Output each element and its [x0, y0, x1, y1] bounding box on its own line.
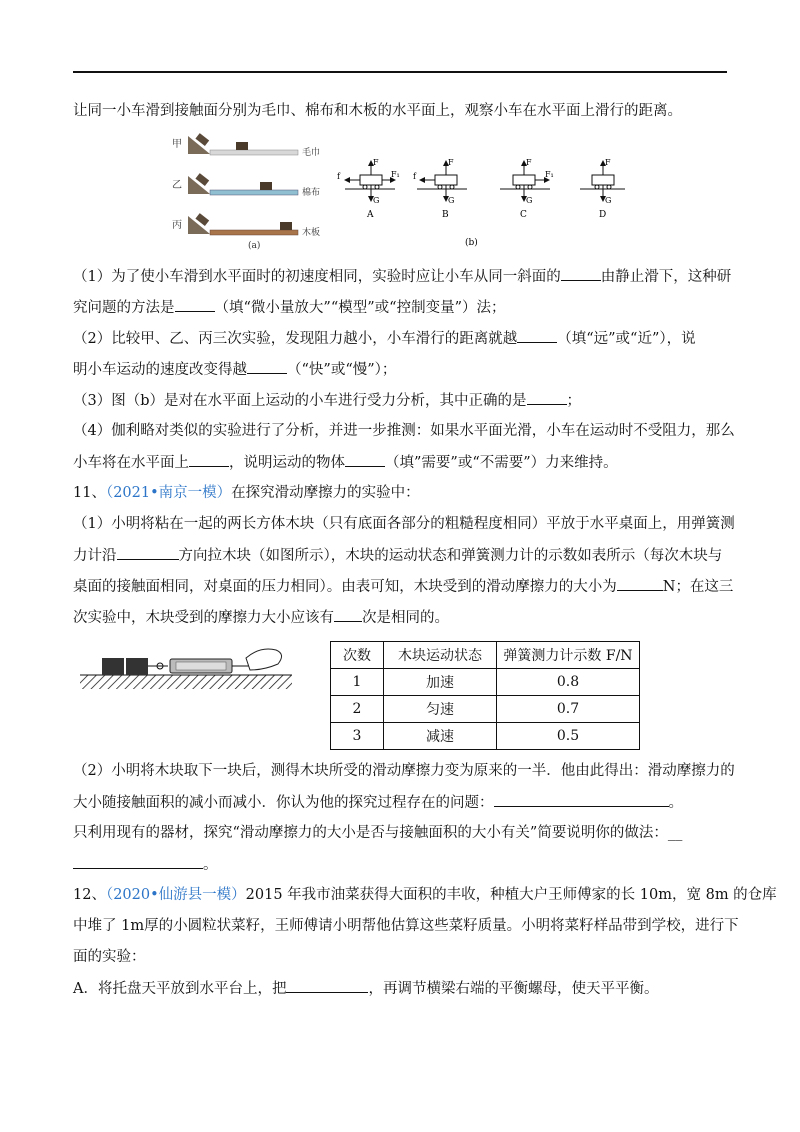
- diagram-b: [413, 158, 467, 220]
- question-1-line-1: （1）为了使小车滑到水平面时的初速度相同，实验时应让小车从同一斜面的 由静止滑下，这种研: [73, 266, 731, 287]
- svg-text:F₁: F₁: [391, 170, 400, 179]
- label-yi: 乙: [172, 180, 182, 191]
- answer-blank-12[interactable]: [73, 854, 203, 869]
- surface-towel: [210, 150, 298, 155]
- figure-a-inclines: [170, 128, 345, 250]
- table-header-row: [331, 642, 640, 669]
- hand-icon: [246, 649, 282, 670]
- answer-blank-3[interactable]: [517, 328, 557, 343]
- table-surface: [80, 675, 292, 689]
- question-2-line-2: 明小车运动的速度改变得越 （“快”或“慢”）；: [73, 359, 396, 380]
- diagram-c: [500, 158, 554, 220]
- svg-text:C: C: [520, 210, 527, 220]
- table-row: 3 减速 0.5: [331, 723, 640, 750]
- measurement-table: [330, 641, 640, 750]
- problem-11-part1-line3: 桌面的接触面相同，对桌面的压力相同）。由表可知，木块受到的滑动摩擦力的大小为 N；在这三: [73, 576, 733, 597]
- problem-11-part1-line1: （1）小明将粘在一起的两长方体木块（只有底面各部分的粗糙程度相同）平放于水平桌面上，用弹簧测: [73, 516, 735, 532]
- problem-12-line2: 中堆了 1m厚的小圆粒状菜籽，王师傅请小明帮他估算这些菜籽质量。小明将菜籽样品带到学校，进行下: [73, 918, 739, 934]
- svg-text:F: F: [526, 158, 532, 167]
- question-4-line-1: （4）伽利略对类似的实验进行了分析，并进一步推测：如果水平面光滑，小车在运动时不受阻力，那么: [73, 423, 735, 439]
- answer-blank-10[interactable]: [334, 607, 362, 622]
- diagram-a: [337, 158, 400, 220]
- answer-blank-8[interactable]: [117, 545, 179, 560]
- table-row: 2 匀速 0.7: [331, 696, 640, 723]
- surface-label-2: 棉布: [302, 188, 321, 198]
- question-1-line-2: 究问题的方法是 （填“微小量放大”“模型”或“控制变量”）法；: [73, 297, 505, 318]
- problem-11-heading: 11、（2021•南京一模）在探究滑动摩擦力的实验中：: [73, 485, 420, 501]
- problem-11-part1-line4: 次实验中，木块受到的摩擦力大小应该有 次是相同的。: [73, 607, 449, 628]
- cart-3b: [280, 222, 292, 230]
- question-2-line-1: （2）比较甲、乙、丙三次实验，发现阻力越小，小车滑行的距离就越 （填“远”或“近”），说: [73, 328, 696, 349]
- question-3: （3）图（b）是对在水平面上运动的小车进行受力分析，其中正确的是 ；: [73, 390, 581, 411]
- surface-label-1: 毛巾: [302, 148, 321, 158]
- caption-b: (b): [465, 238, 478, 248]
- caption-a: (a): [248, 241, 261, 250]
- svg-text:G: G: [448, 196, 455, 205]
- question-4-line-2: 小车将在水平面上 ，说明运动的物体 （填”需要”或“不需要”）力来维持。: [73, 452, 618, 473]
- surface-label-3: 木板: [302, 228, 321, 238]
- answer-blank-13[interactable]: [286, 978, 368, 993]
- surface-cotton: [210, 190, 298, 195]
- paragraph-intro: 让同一小车滑到接触面分别为毛巾、棉布和木板的水平面上，观察小车在水平面上滑行的距离。: [73, 103, 682, 119]
- wood-block-2: [126, 658, 148, 675]
- problem-12-line3: 面的实验：: [73, 949, 146, 965]
- answer-blank-9[interactable]: [617, 576, 663, 591]
- svg-text:D: D: [599, 210, 607, 220]
- table-row: 1 加速 0.8: [331, 669, 640, 696]
- answer-blank-1[interactable]: [561, 266, 601, 281]
- label-bing: 丙: [172, 220, 182, 231]
- svg-text:G: G: [526, 196, 533, 205]
- answer-blank-2[interactable]: [175, 297, 215, 312]
- svg-text:G: G: [373, 196, 380, 205]
- answer-blank-6[interactable]: [189, 452, 229, 467]
- table-header: 弹簧测力计示数 F/N: [497, 642, 640, 669]
- svg-text:A: A: [367, 210, 374, 220]
- cart-1b: [236, 142, 248, 150]
- spring-scale-apparatus: [80, 640, 295, 700]
- svg-text:F: F: [605, 158, 611, 167]
- wood-block-1: [102, 658, 124, 675]
- problem-12-step-a: A．将托盘天平放到水平台上，把 ，再调节横梁右端的平衡螺母，使天平平衡。: [73, 978, 658, 999]
- problem-12-line1: 12、（2020•仙游县一模）2015 年我市油菜获得大面积的丰收，种植大户王师傅家的长 10m，宽 8m 的仓库: [73, 887, 777, 903]
- cart-2b: [260, 182, 272, 190]
- label-jia: 甲: [172, 139, 182, 150]
- table-header: 木块运动状态: [384, 642, 497, 669]
- svg-text:G: G: [605, 196, 612, 205]
- svg-text:F: F: [448, 158, 454, 167]
- surface-wood: [210, 230, 298, 235]
- table-header: 次数: [331, 642, 384, 669]
- answer-blank-5[interactable]: [527, 390, 567, 405]
- svg-text:F₁: F₁: [545, 170, 554, 179]
- svg-text:f: f: [413, 172, 416, 181]
- answer-blank-7[interactable]: [345, 452, 385, 467]
- answer-blank-11[interactable]: [494, 792, 669, 807]
- problem-12-source-link[interactable]: （2020•仙游县一模）: [105, 887, 246, 903]
- svg-text:F: F: [373, 158, 379, 167]
- diagram-d: [580, 158, 625, 220]
- svg-text:B: B: [442, 210, 449, 220]
- header-rule: [73, 71, 727, 73]
- problem-11-part1-line2: 力计沿 方向拉木块（如图所示），木块的运动状态和弹簧测力计的示数如表所示（每次木块与: [73, 545, 722, 566]
- answer-blank-4[interactable]: [247, 359, 287, 374]
- problem-11-source-link[interactable]: （2021•南京一模）: [105, 485, 232, 501]
- svg-text:f: f: [337, 172, 340, 181]
- figure-b-force-diagrams: [335, 155, 625, 250]
- problem-11-part2-line2: 大小随接触面积的减小而减小．你认为他的探究过程存在的问题： 。: [73, 792, 683, 813]
- problem-11-part2-line3: 只利用现有的器材，探究“滑动摩擦力的大小是否与接触面积的大小有关”简要说明你的做法：__: [73, 825, 683, 841]
- problem-11-part2-line1: （2）小明将木块取下一块后，测得木块所受的滑动摩擦力变为原来的一半．他由此得出：滑动摩擦力的: [73, 763, 735, 779]
- problem-11-part2-line4: 。: [73, 854, 218, 875]
